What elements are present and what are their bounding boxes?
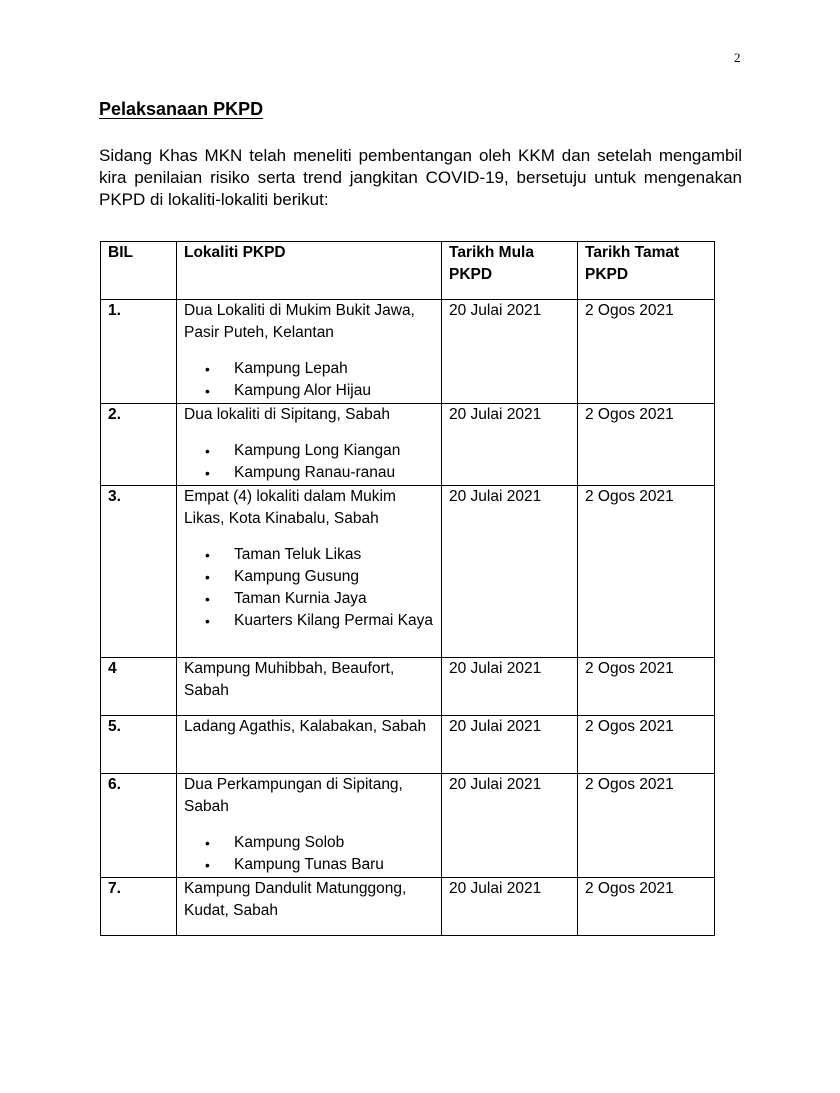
row-lokaliti xyxy=(177,716,442,774)
page-number: 2 xyxy=(734,50,741,65)
row-lokaliti xyxy=(177,404,442,486)
row-bil: 1. xyxy=(101,300,177,404)
row-tarikh-tamat: 2 Ogos 2021 xyxy=(578,300,715,404)
bullet-icon: • xyxy=(205,613,210,629)
row-tarikh-mula: 20 Julai 2021 xyxy=(442,486,578,658)
lokaliti-text: Dua Lokaliti di Mukim Bukit Jawa, Pasir Puteh, Kelantan xyxy=(184,302,415,341)
bullet-icon: • xyxy=(205,835,210,851)
site-name: Kampung Tunas Baru xyxy=(234,856,384,873)
bullet-icon: • xyxy=(205,361,210,377)
site-list-item xyxy=(205,544,435,566)
section-heading: Pelaksanaan PKPD xyxy=(99,99,264,119)
table-row xyxy=(101,300,715,404)
site-list-item xyxy=(205,610,435,632)
row-tarikh-tamat: 2 Ogos 2021 xyxy=(578,878,715,936)
intro-paragraph: Sidang Khas MKN telah meneliti pembentangan oleh KKM dan setelah mengambil kira penilaian risiko serta trend jangkitan COVID-19, bersetuju untuk mengenakan PKPD di lokaliti-lokaliti berikut: xyxy=(99,146,742,209)
table-row xyxy=(101,658,715,716)
site-name: Kampung Long Kiangan xyxy=(234,442,401,459)
table-row xyxy=(101,716,715,774)
site-name: Kampung Solob xyxy=(234,834,345,851)
site-name: Kampung Gusung xyxy=(234,568,359,585)
bullet-icon: • xyxy=(205,465,210,481)
row-bil: 5. xyxy=(101,716,177,774)
row-tarikh-mula: 20 Julai 2021 xyxy=(442,774,578,878)
row-tarikh-tamat: 2 Ogos 2021 xyxy=(578,716,715,774)
header-lokaliti: Lokaliti PKPD xyxy=(177,242,442,300)
site-name: Kampung Ranau-ranau xyxy=(234,464,396,481)
row-lokaliti xyxy=(177,774,442,878)
site-name: Kampung Lepah xyxy=(234,360,348,377)
header-tarikh-mula: Tarikh Mula PKPD xyxy=(442,242,578,300)
table-header-row xyxy=(101,242,715,300)
lokaliti-text: Dua Perkampungan di Sipitang, Sabah xyxy=(184,776,403,815)
row-bil: 7. xyxy=(101,878,177,936)
bullet-icon: • xyxy=(205,443,210,459)
table-row xyxy=(101,774,715,878)
lokaliti-text: Kampung Dandulit Matunggong, Kudat, Sabah xyxy=(184,880,407,919)
row-tarikh-mula: 20 Julai 2021 xyxy=(442,878,578,936)
bullet-icon: • xyxy=(205,591,210,607)
row-tarikh-tamat: 2 Ogos 2021 xyxy=(578,658,715,716)
row-lokaliti xyxy=(177,878,442,936)
row-tarikh-mula: 20 Julai 2021 xyxy=(442,658,578,716)
site-list-item xyxy=(205,566,435,588)
site-list-item xyxy=(205,380,435,402)
table-row xyxy=(101,878,715,936)
site-list-item xyxy=(205,440,435,462)
site-name: Kuarters Kilang Permai Kaya xyxy=(234,612,434,629)
lokaliti-text: Ladang Agathis, Kalabakan, Sabah xyxy=(184,718,427,735)
row-bil: 3. xyxy=(101,486,177,658)
site-name: Kampung Alor Hijau xyxy=(234,382,371,399)
header-bil: BIL xyxy=(101,242,177,300)
lokaliti-text: Dua lokaliti di Sipitang, Sabah xyxy=(184,406,390,423)
site-list xyxy=(184,440,435,484)
table-row xyxy=(101,404,715,486)
lokaliti-text: Empat (4) lokaliti dalam Mukim Likas, Kota Kinabalu, Sabah xyxy=(184,488,396,527)
site-list xyxy=(184,544,435,632)
row-lokaliti xyxy=(177,486,442,658)
bullet-icon: • xyxy=(205,547,210,563)
site-list-item xyxy=(205,832,435,854)
site-list-item xyxy=(205,462,435,484)
row-tarikh-mula: 20 Julai 2021 xyxy=(442,300,578,404)
site-list xyxy=(184,832,435,876)
row-bil: 4 xyxy=(101,658,177,716)
row-lokaliti xyxy=(177,658,442,716)
header-tarikh-tamat: Tarikh Tamat PKPD xyxy=(578,242,715,300)
pkpd-table xyxy=(100,241,715,936)
bullet-icon: • xyxy=(205,383,210,399)
site-list-item xyxy=(205,358,435,380)
lokaliti-text: Kampung Muhibbah, Beaufort, Sabah xyxy=(184,660,395,699)
site-name: Taman Kurnia Jaya xyxy=(234,590,367,607)
site-list-item xyxy=(205,588,435,610)
row-tarikh-tamat: 2 Ogos 2021 xyxy=(578,486,715,658)
row-tarikh-tamat: 2 Ogos 2021 xyxy=(578,774,715,878)
row-tarikh-mula: 20 Julai 2021 xyxy=(442,716,578,774)
site-list xyxy=(184,358,435,402)
row-tarikh-mula: 20 Julai 2021 xyxy=(442,404,578,486)
row-tarikh-tamat: 2 Ogos 2021 xyxy=(578,404,715,486)
row-bil: 6. xyxy=(101,774,177,878)
row-lokaliti xyxy=(177,300,442,404)
site-name: Taman Teluk Likas xyxy=(234,546,362,563)
bullet-icon: • xyxy=(205,569,210,585)
bullet-icon: • xyxy=(205,857,210,873)
site-list-item xyxy=(205,854,435,876)
row-bil: 2. xyxy=(101,404,177,486)
table-row xyxy=(101,486,715,658)
